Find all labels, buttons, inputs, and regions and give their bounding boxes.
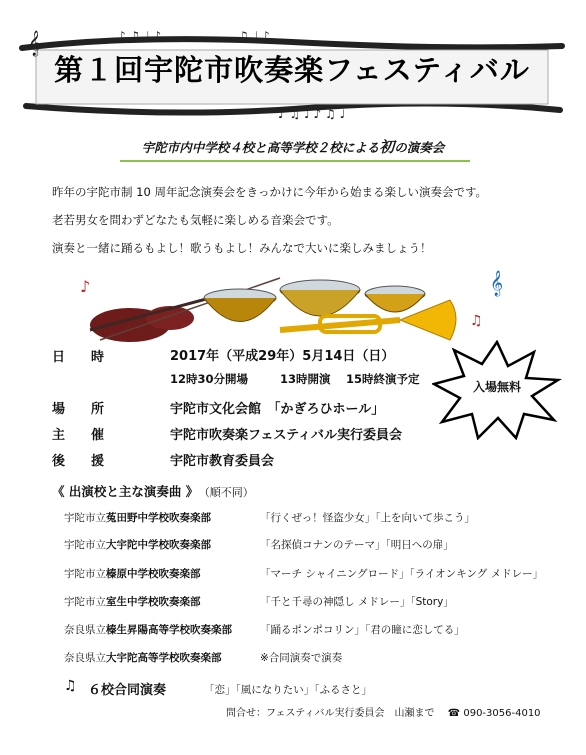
school-pieces: 「名探偵コナンのテーマ」「明日への扉」 bbox=[260, 539, 454, 551]
svg-text:𝄞: 𝄞 bbox=[28, 31, 42, 56]
host-label: 主 催 bbox=[52, 428, 105, 443]
school-pieces: 「マーチ シャイニングロード」「ライオンキング メドレー」 bbox=[260, 568, 544, 580]
subtitle-underline bbox=[120, 160, 470, 162]
svg-text:♪ ♫ ♩ ♪: ♪ ♫ ♩ ♪ bbox=[118, 29, 162, 43]
school-name: 榛原中学校吹奏楽部 bbox=[106, 568, 201, 580]
time-start: 13時開演 bbox=[280, 372, 331, 386]
school-pieces: 「行くぜっ！怪盗少女」「上を向いて歩こう」 bbox=[260, 512, 476, 524]
performer-row bbox=[64, 510, 476, 525]
place-value: 宇陀市文化会館 「かぎろひホール」 bbox=[170, 402, 385, 417]
date-label: 日 時 bbox=[52, 350, 105, 365]
svg-text:♪ ♫ ♩ ♪ ♫ ♩: ♪ ♫ ♩ ♪ ♫ ♩ bbox=[278, 107, 346, 120]
school-name: 榛生昇陽高等学校吹奏楽部 bbox=[106, 624, 232, 636]
subtitle bbox=[0, 136, 586, 157]
music-notes-icon: ♫ bbox=[64, 678, 77, 694]
svg-text:♫ ♩ ♪: ♫ ♩ ♪ bbox=[238, 29, 270, 43]
school-name: 菟田野中学校吹奏楽部 bbox=[106, 512, 211, 524]
school-prefix: 宇陀市立 bbox=[64, 568, 106, 580]
note-icon: ♪ bbox=[80, 277, 91, 296]
intro-line-1: 昨年の宇陀市制 10 周年記念演奏会をきっかけに今年から始まる楽しい演奏会です。 bbox=[52, 185, 488, 199]
time-end: 15時終演予定 bbox=[346, 372, 420, 386]
contact-text: 問合せ：フェスティバル実行委員会 山瀬まで bbox=[226, 708, 435, 719]
performer-row bbox=[64, 650, 343, 665]
free-admission-badge: 入場無料 bbox=[472, 380, 521, 394]
performer-row bbox=[64, 566, 544, 581]
school-pieces: 「踊るポンポコリン」「君の瞳に恋してる」 bbox=[260, 624, 465, 636]
school-name: 室生中学校吹奏楽部 bbox=[106, 596, 201, 608]
subtitle-pre: 宇陀市内中学校４校と高等学校２校による bbox=[141, 140, 380, 155]
intro-line-2: 老若男女を問わずどなたも気軽に楽しめる音楽会です。 bbox=[52, 213, 339, 227]
joint-performance-title: ６校合同演奏 bbox=[88, 683, 167, 698]
host-value: 宇陀市吹奏楽フェスティバル実行委員会 bbox=[170, 428, 403, 443]
performers-note: （順不同） bbox=[204, 486, 254, 499]
contact-line bbox=[226, 704, 541, 719]
support-value: 宇陀市教育委員会 bbox=[170, 454, 275, 469]
subtitle-emph: 初 bbox=[379, 138, 395, 156]
subtitle-post: の演奏会 bbox=[394, 140, 445, 155]
school-pieces: ※合同演奏で演奏 bbox=[260, 652, 343, 664]
school-prefix: 宇陀市立 bbox=[64, 539, 106, 551]
instruments-illustration bbox=[70, 270, 520, 350]
timpani-icon bbox=[204, 280, 425, 322]
time-open: 12時30分開場 bbox=[170, 372, 249, 386]
date-value: 2017年（平成29年）5月14日（日） bbox=[170, 349, 395, 364]
place-label: 場 所 bbox=[52, 402, 105, 417]
school-prefix: 奈良県立 bbox=[64, 652, 106, 664]
school-name: 大宇陀高等学校吹奏楽部 bbox=[106, 652, 222, 664]
performer-row bbox=[64, 594, 454, 609]
performers-heading bbox=[52, 482, 254, 500]
performer-row bbox=[64, 622, 465, 637]
support-label: 後 援 bbox=[52, 454, 105, 469]
phone-icon: ☎ bbox=[447, 708, 461, 719]
contact-phone: 090-3056-4010 bbox=[463, 708, 541, 719]
page-title: 第１回宇陀市吹奏楽フェスティバル bbox=[54, 53, 530, 87]
school-prefix: 宇陀市立 bbox=[64, 512, 106, 524]
joint-performance-pieces: 「恋」「風になりたい」「ふるさと」 bbox=[204, 684, 372, 696]
intro-line-3: 演奏と一緒に踊るもよし！歌うもよし！みんなで大いに楽しみましょう！ bbox=[52, 241, 432, 255]
school-prefix: 奈良県立 bbox=[64, 624, 106, 636]
performer-row bbox=[64, 537, 454, 552]
treble-clef-icon: 𝄞 bbox=[490, 271, 504, 296]
school-pieces: 「千と千尋の神隠し メドレー」「Story」 bbox=[260, 596, 454, 608]
school-prefix: 宇陀市立 bbox=[64, 596, 106, 608]
note-icon: ♫ bbox=[470, 313, 483, 329]
school-name: 大宇陀中学校吹奏楽部 bbox=[106, 539, 211, 551]
performers-heading-text: 《 出演校と主な演奏曲 》 bbox=[52, 484, 199, 499]
